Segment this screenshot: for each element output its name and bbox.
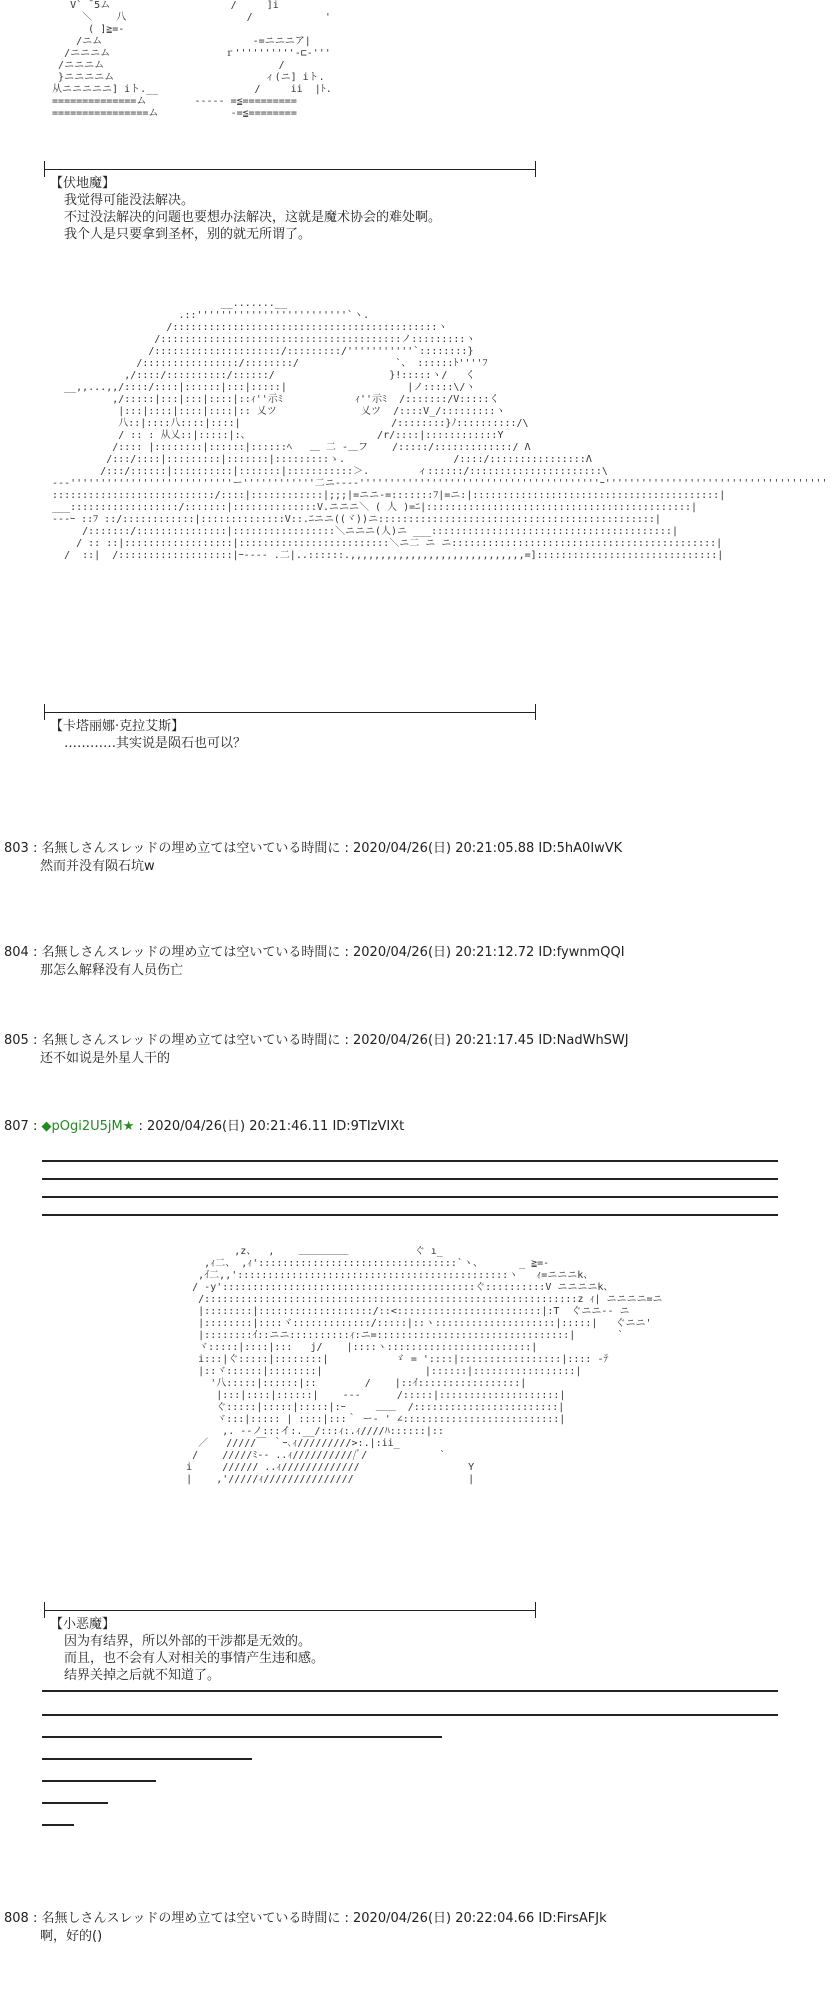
- poster-id[interactable]: ID:NadWhSWJ: [538, 1033, 629, 1048]
- post-datetime: 2020/04/26(日) 20:21:17.45: [353, 1033, 535, 1048]
- post-header: 803 : 名無しさんスレッドの埋め立ては空いている時間に : 2020/04/26(日) 20:21:05.88 ID:5hA0IwVK: [4, 841, 623, 856]
- ascii-art-catarina: __.......__ .::'''''''''''''''''''''''''`ヽ. /::::::::::::::::::::::::::::::::::::::::::::ヽ /::::::::::::::::::::::::::::::::::::::::ノ:::::::::ヽ /:::::::::::::::::::::/:::::::::/'''''''''''`::::::::} /::::::::::::::::/::::::::/ `、 ::::::ﾄ''''ﾌ ,/::::/::::::::::/::::::/ }!:::::ヽ/ く __,,...,,/::::/::::|::::::|:::|:::::| |ノ:::::\/ヽ ,/:::::|:::|:::|::::|::ｨ''示ﾐ ｨ''示ﾐ /:::::::/V:::::く |:::|::::|::::|::::|:: 乂ツ 乂ツ /::::V_/:::::::::ヽ 八::|::::八::::|::::| /::::::::}ﾉ::::::::::/\ / :: : 从乂::|:::::|:、 /r/::::|::::::::::::Y /:::: |::::::::|::::::|::::::ﾍ ＿ 二 ‐＿フ /:::::/:::::::::::::/ Λ /:::/::::|:::::::::|:::::::|:::::::::ゝ. /::::/::::::::::::::::Λ /:::/::::::|::::::::::|:::::::|:::::::::::＞. ィ::::::/::::::::::::::::::::::\ ‐‐‐'''''''''''''''''''''''''''ー''''''''''''二ニ‐‐‐‐''''''''''''''''''''''''''''''''''''''''ｰ''''''''''''''''''''''''''''''''''''' :::::::::::::::::::::::::::/::::|::::::::::::|;;;|=ニニ-=:::::::ﾌ|=ニ:|:::::::::::::::::::::::::::::::::::::::::| ___::::::::::::::::::/:::::::|::::::::::::::V.ニニニ＼ ( 人 )=ﾆ|::::::::::::::::::::::::::::::::::::::::::::| ‐‐‐ｰ ::ﾌ ::/::::::::::::|::::::::::::::V::.ﾆニニ((ヾ))ニ::::::::::::::::::::::::::::::::::::::::::::::| /:::::::/:::::::::::::::|:::::::::::::::::＼ニニニ(人)ニ ___::::::::::::::::::::::::::::::::::::::::| / :: ::|::::::::::::::::::|:::::::::::::::::::::::::＼ニ二 ニ ニ::::::::::::::::::::::::::::::::::::::::::::| / ::| /:::::::::::::::::::|ｰ‐‐‐‐ .二|..::::::.,,,,,,,,,,,,,,,,,,,,,,,,,,,,,=]::::::::::::::::::::::::::::::|: [52, 298, 828, 561]
- dialogue-line: 因为有结界，所以外部的干涉都是无效的。: [64, 1634, 312, 1649]
- post-number[interactable]: 805: [4, 1033, 29, 1048]
- post-datetime: 2020/04/26(日) 20:22:04.66: [353, 1911, 535, 1926]
- panel-divider: [44, 169, 536, 170]
- post-body: 然而并没有陨石坑w: [40, 859, 155, 874]
- rule-line: [42, 1824, 74, 1826]
- poster-name: 名無しさんスレッドの埋め立ては空いている時間に: [41, 1033, 341, 1048]
- poster-id[interactable]: ID:FirsAFJk: [538, 1911, 607, 1926]
- post-number[interactable]: 808: [4, 1911, 29, 1926]
- post-header: 805 : 名無しさんスレッドの埋め立ては空いている時間に : 2020/04/26(日) 20:21:17.45 ID:NadWhSWJ: [4, 1033, 629, 1048]
- post-number[interactable]: 804: [4, 945, 29, 960]
- post-number[interactable]: 803: [4, 841, 29, 856]
- poster-name: 名無しさんスレッドの埋め立ては空いている時間に: [41, 841, 341, 856]
- dialogue-line: …………其实说是陨石也可以？: [64, 736, 247, 751]
- rule-line: [42, 1178, 778, 1180]
- rule-line: [42, 1736, 442, 1738]
- dialogue-line: 我个人是只要拿到圣杯，别的就无所谓了。: [64, 227, 312, 242]
- post-body: 啊，好的(): [40, 1929, 103, 1944]
- panel-divider: [44, 1610, 536, 1611]
- poster-id[interactable]: ID:9TIzVIXt: [332, 1119, 405, 1134]
- dialogue-line: 结界关掉之后就不知道了。: [64, 1668, 221, 1683]
- rule-line: [42, 1214, 778, 1216]
- ascii-art-koakuma: ,z、 , ＿＿＿＿＿ ぐ ı_ ,ｨ二、 ,ｨ':::::::::::::::::::::::::::::::::`ヽ、 _ ≧=- ,ｲ二,,':::::::::::::::::::::::::::::::::::::::::::::ヽ ｨ=ニニニk、 / -y'::::::::::::::::::::::::::::::::::::::::::ぐ::::::::::V ニニニニk、 /::::::::::::::::::::::::::::::::::::::::::::::::::::::::::::::z ｨ| ニニニニ=ニ |::::::::|:::::::::::::::::::/::<::::::::::::::::::::::::|:T ぐニニ-- ニ |::::::::|::::ヾ:::::::::::::/:::::|::ヽ::::::::::::::::::::|:::::| ぐニニ' |::::::::ｲ::ニニ::::::::::ｨ:ニ=::::::::::::::::::::::::::::::::| ` ヾ:::::|::::|::: j/ |::::ヽ::::::::::::::::::::::::| i:::|ぐ:::::|::::::::| ゞ = '::::|:::::::::::::::::|:::: -ﾃ |::ヾ::::::|::::::::| |::::::|:::::::::::::::::| '八:::::|::::::|:: / |::ｲ:::::::::::::::::| |:::|::::|::::::| ‐‐‐ /:::::|::::::::::::::::::::| ぐ:::::|:::::|:::::|:ｰ ＿＿ /::::::::::::::::::::::::| ヾ:::|::::: | ::::|:::｀ ー‐ ' ∠::::::::::::::::::::::::::| ,. ‐-ノ:::イ:.__/:::ｨ:.ｨ////ﾊ::::::|:: ／ /////￣ ｀ｰ､ｨ/////////>:.|:ii_ / /////ﾐ-- ..ｨ///////////ﾞ/ ` i ////// ..ｨ///////////// Y | ,'/////ｨ/////////////// |: [186, 1246, 663, 1485]
- ascii-art-top: V` ¯5ム / ]i ＼ 八 / ' ( ]≧=- /ニム -=ニニニア| /ニニニム ｒ''''''''''‐⊏‐''' /ニニニム / }ニニニニム ィ(ニ] iト. 从ニニニニニ] iト.__ / ii |ﾄ. ==============ム ‐‐‐-- =≦========= ================ム -=≦========: [52, 0, 332, 119]
- post-datetime: 2020/04/26(日) 20:21:46.11: [147, 1119, 329, 1134]
- poster-id[interactable]: ID:fywnmQQI: [538, 945, 625, 960]
- dialogue-line: 而且，也不会有人对相关的事情产生违和感。: [64, 1651, 325, 1666]
- panel-divider: [44, 712, 536, 713]
- post-datetime: 2020/04/26(日) 20:21:05.88: [353, 841, 535, 856]
- post-header-author: 807 : ◆pOgi2U5jM★ : 2020/04/26(日) 20:21:46.11 ID:9TIzVIXt: [4, 1119, 405, 1134]
- rule-line: [42, 1196, 778, 1198]
- post-body: 还不如说是外星人干的: [40, 1051, 171, 1066]
- star-icon: ★: [122, 1119, 135, 1134]
- post-header: 808 : 名無しさんスレッドの埋め立ては空いている時間に : 2020/04/26(日) 20:22:04.66 ID:FirsAFJk: [4, 1911, 607, 1926]
- dialogue-line: 不过没法解决的问题也要想办法解决，这就是魔术协会的难处啊。: [64, 210, 442, 225]
- author-trip[interactable]: ◆pOgi2U5jM: [41, 1119, 123, 1134]
- speaker-label-voldemort: 【伏地魔】: [50, 176, 116, 191]
- post-header: 804 : 名無しさんスレッドの埋め立ては空いている時間に : 2020/04/26(日) 20:21:12.72 ID:fywnmQQI: [4, 945, 625, 960]
- rule-line: [42, 1758, 252, 1760]
- rule-line: [42, 1802, 108, 1804]
- post-datetime: 2020/04/26(日) 20:21:12.72: [353, 945, 535, 960]
- poster-id[interactable]: ID:5hA0IwVK: [538, 841, 623, 856]
- poster-name: 名無しさんスレッドの埋め立ては空いている時間に: [41, 1911, 341, 1926]
- dialogue-line: 我觉得可能没法解决。: [64, 193, 195, 208]
- rule-line: [42, 1780, 156, 1782]
- poster-name: 名無しさんスレッドの埋め立ては空いている時間に: [41, 945, 341, 960]
- speaker-label-catarina: 【卡塔丽娜·克拉艾斯】: [50, 719, 185, 734]
- rule-line: [42, 1714, 778, 1716]
- rule-line: [42, 1160, 778, 1162]
- post-number[interactable]: 807: [4, 1119, 29, 1134]
- post-body: 那怎么解释没有人员伤亡: [40, 963, 184, 978]
- speaker-label-koakuma: 【小恶魔】: [50, 1617, 116, 1632]
- rule-line: [42, 1690, 778, 1692]
